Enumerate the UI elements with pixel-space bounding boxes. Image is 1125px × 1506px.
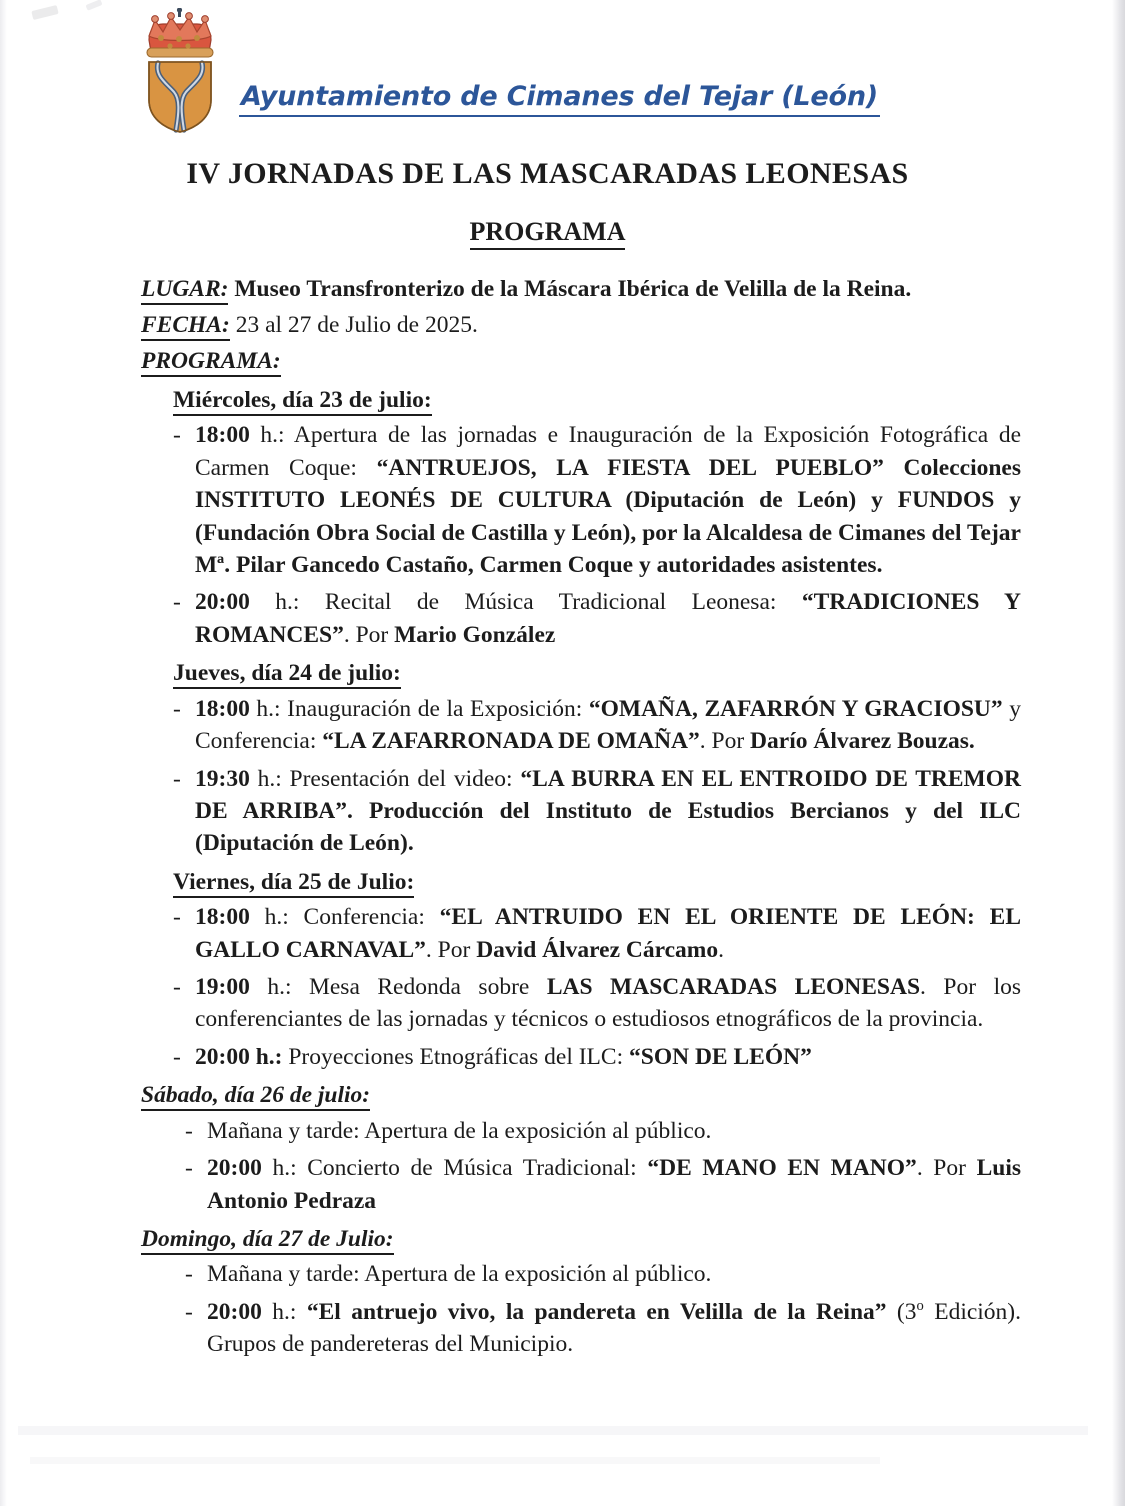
meta-key: LUGAR: (141, 276, 228, 305)
entry-text-run: . Por (699, 728, 751, 755)
entry-text-run: David Álvarez Cárcamo (476, 936, 719, 963)
entry-text-run: “LA ZAFARRONADA DE OMAÑA” (322, 728, 700, 755)
entry-text-run: . Por (916, 1155, 977, 1182)
entry-text-run: 20:00 (195, 589, 250, 616)
page-subtitle-text: PROGRAMA (470, 217, 626, 250)
list-item (185, 1152, 1021, 1217)
entry-list (141, 1258, 1021, 1360)
list-item (173, 586, 1021, 651)
entry-text-run: Proyecciones Etnográficas del ILC: (282, 1043, 629, 1070)
entry-text-run: 20:00 (207, 1298, 262, 1325)
day-heading (141, 1223, 1021, 1255)
entry-text-run: . Por (425, 936, 477, 963)
organization-name: Ayuntamiento de Cimanes del Tejar (León) (239, 81, 880, 117)
list-item (185, 1296, 1021, 1361)
letterhead (0, 0, 1125, 135)
day-heading-text: Miércoles, día 23 de julio: (173, 387, 432, 416)
entry-list (141, 1115, 1021, 1217)
entry-text-run: . Por los conferenciantes de las jornadas y técnicos o estudiosos etnográficos de la provincia. (195, 974, 1021, 1033)
entry-text-run: “SON DE LEÓN” (629, 1043, 812, 1070)
meta-key: PROGRAMA: (141, 348, 281, 377)
entry-text-run: . Por (343, 621, 395, 648)
meta-value: 23 al 27 de Julio de 2025. (229, 312, 478, 339)
list-item (173, 419, 1021, 581)
day-section (141, 1079, 1021, 1217)
entry-text-run: . (718, 936, 724, 963)
entry-text-run: 19:30 (195, 765, 250, 792)
entry-list (141, 901, 1021, 1073)
entry-list (141, 419, 1021, 651)
entry-text-run: h.: Presentación del video: (249, 765, 521, 792)
day-heading (141, 657, 1021, 689)
entry-text-run: 18:00 (195, 695, 250, 722)
meta-line (141, 273, 1021, 305)
entry-text-run: Mañana y tarde: Apertura de la exposición al público. (207, 1261, 712, 1288)
list-item (185, 1258, 1021, 1290)
entry-text-run: h.: Mesa Redonda sobre (249, 974, 547, 1001)
meta-line (141, 345, 1021, 377)
day-heading (141, 1079, 1021, 1111)
day-heading-text: Jueves, día 24 de julio: (173, 660, 401, 689)
entry-text-run: “DE MANO EN MANO” (647, 1155, 917, 1182)
entry-text-run: (3 (886, 1298, 917, 1325)
day-heading-text: Viernes, día 25 de Julio: (173, 869, 414, 898)
day-section (141, 1223, 1021, 1361)
entry-text-run: o (916, 1298, 924, 1314)
entry-text-run: h.: (261, 1298, 307, 1325)
page-subtitle (0, 218, 1125, 247)
entry-text-run: Mario González (394, 621, 556, 648)
entry-text-run: h.: Conferencia: (249, 904, 440, 931)
entry-text-run: “LA BURRA EN EL ENTROIDO DE TREMOR DE ARRIBA”. Producción del Instituto de Estudios Bercianos y del ILC (Diputación de León). (195, 765, 1021, 857)
program-body (0, 273, 1125, 1361)
day-heading (141, 384, 1021, 416)
entry-text-run: Darío Álvarez Bouzas. (750, 728, 975, 755)
entry-text-run: 19:00 (195, 974, 250, 1001)
meta-key: FECHA: (141, 312, 230, 341)
day-section (141, 657, 1021, 860)
list-item (173, 971, 1021, 1036)
entry-text-run: “OMAÑA, ZAFARRÓN Y GRACIOSU” (588, 695, 1003, 722)
list-item (173, 1041, 1021, 1073)
entry-text-run: 18:00 (195, 422, 250, 449)
day-heading (141, 866, 1021, 898)
day-heading-text: Domingo, día 27 de Julio: (141, 1226, 394, 1255)
entry-text-run: “ANTRUEJOS, LA FIESTA DEL PUEBLO” Colecciones INSTITUTO LEONÉS DE CULTURA (Diputación de León) y FUNDOS y (Fundación Obra Social de Castilla y León), por la Alcaldesa de Cimanes del Tejar Mª. Pilar Gancedo Castaño, Carmen Coque y autoridades asistentes. (195, 454, 1021, 578)
list-item (173, 693, 1021, 758)
entry-text-run: h.: Inauguración de la Exposición: (249, 695, 589, 722)
entry-text-run: Edición). Grupos de pandereteras del Municipio. (207, 1298, 1022, 1358)
entry-text-run: “El antruejo vivo, la pandereta en Velilla de la Reina” (306, 1298, 887, 1325)
entry-text-run: LAS MASCARADAS LEONESAS (546, 974, 921, 1001)
day-section (141, 866, 1021, 1074)
day-heading-text: Sábado, día 26 de julio: (141, 1082, 370, 1111)
entry-text-run: h.: Recital de Música Tradicional Leonesa: (249, 589, 802, 616)
entry-text-run: 18:00 (195, 904, 250, 931)
list-item (173, 901, 1021, 966)
day-section (141, 384, 1021, 651)
entry-text-run: 20:00 (207, 1155, 262, 1182)
entry-text-run: h.: Concierto de Música Tradicional: (261, 1155, 648, 1182)
list-item (173, 763, 1021, 860)
entry-text-run: “TRADICIONES Y ROMANCES” (195, 589, 1021, 648)
entry-text-run: 20:00 h.: (195, 1043, 283, 1070)
day-list (141, 384, 1021, 1361)
entry-text-run: y Conferencia: (195, 695, 1021, 755)
list-item (185, 1115, 1021, 1147)
entry-text-run: Luis Antonio Pedraza (207, 1155, 1021, 1214)
entry-text-run: Mañana y tarde: Apertura de la exposición al público. (207, 1117, 712, 1144)
coat-of-arms-icon (141, 8, 219, 133)
meta-value: Museo Transfronterizo de la Máscara Ibérica de Velilla de la Reina. (228, 275, 912, 302)
entry-list (141, 693, 1021, 860)
page-title: IV JORNADAS DE LAS MASCARADAS LEONESAS (186, 157, 909, 190)
entry-text-run: “EL ANTRUIDO EN EL ORIENTE DE LEÓN: EL GALLO CARNAVAL” (195, 904, 1022, 963)
meta-list (141, 273, 1021, 378)
meta-line (141, 309, 1021, 341)
entry-text-run: h.: Apertura de las jornadas e Inauguración de la Exposición Fotográfica de Carmen Coque: (195, 422, 1021, 481)
